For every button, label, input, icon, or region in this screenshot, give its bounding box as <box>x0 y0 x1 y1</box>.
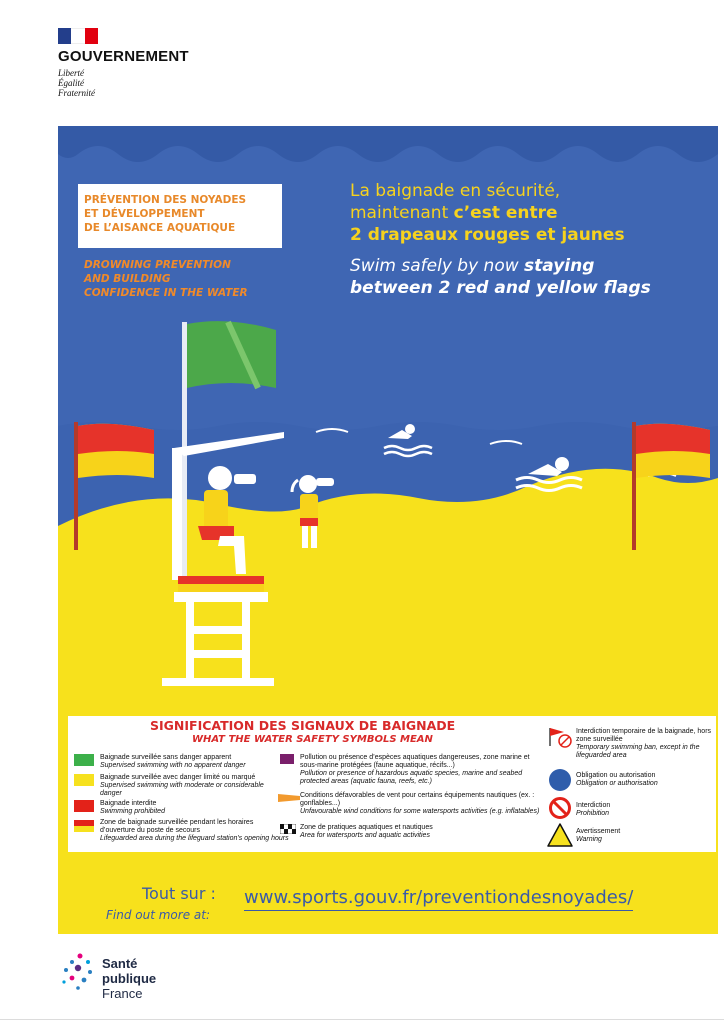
headline-fr-line3 <box>350 224 625 246</box>
intro-english <box>84 258 248 300</box>
intro-english-line: AND BUILDING <box>84 273 171 285</box>
green-flag-swatch <box>74 754 94 766</box>
spf-line1: Santé <box>102 956 138 971</box>
legend-item-warning <box>576 828 714 844</box>
legend-en: Area for watersports and aquatic activities <box>300 832 430 839</box>
legend-subtitle: WHAT THE WATER SAFETY SYMBOLS MEAN <box>192 734 433 745</box>
intro-french-line: ET DÉVELOPPEMENT <box>84 208 205 220</box>
legend-fr: Baignade interdite <box>100 800 157 807</box>
headline-en-plain: Swim safely by now <box>350 256 525 276</box>
headline-french <box>350 180 625 246</box>
legend-item-temporary-ban <box>576 728 714 760</box>
legend-item-orange <box>300 792 546 816</box>
checkered-flag-icon <box>280 824 296 834</box>
headline-fr-plain: maintenant <box>350 203 454 223</box>
motto-fraternite: Fraternité <box>58 88 95 98</box>
intro-english-line: DROWNING PREVENTION <box>84 259 231 271</box>
intro-french-line: DE L’AISANCE AQUATIQUE <box>84 222 236 234</box>
legend-en: Prohibition <box>576 810 610 817</box>
motto-egalite: Égalité <box>58 78 84 88</box>
legend-item-purple <box>300 754 532 786</box>
red-flag-swatch <box>74 800 94 812</box>
government-flag-logo <box>58 28 98 44</box>
red-yellow-flag-swatch <box>74 820 94 832</box>
sante-publique-france-text <box>102 956 156 1001</box>
windsock-flag-icon <box>278 792 300 804</box>
legend-en: Unfavourable wind conditions for some watersports activities (e.g. inflatables) <box>300 808 540 815</box>
tout-sur-label: Tout sur : <box>142 884 216 903</box>
legend-en: Swimming prohibited <box>100 808 165 815</box>
legend-fr: Baignade surveillée sans danger apparent <box>100 754 232 761</box>
legend-fr: Zone de pratiques aquatiques et nautiques <box>300 824 433 831</box>
legend-en: Supervised swimming with moderate or considerable danger <box>100 782 264 797</box>
legend-item-red-yellow <box>100 819 290 843</box>
legend-en: Temporary swimming ban, except in the lifeguarded area <box>576 744 700 759</box>
headline-english <box>350 255 651 299</box>
prohibition-icon <box>548 796 572 820</box>
legend-item-prohibition <box>576 802 714 818</box>
legend-en: Pollution or presence of hazardous aquatic species, marine and seabed protected areas (aquatic fauna, reefs, etc.) <box>300 770 523 785</box>
find-out-label: Find out more at: <box>106 908 211 922</box>
legend-fr: Interdiction <box>576 802 611 809</box>
intro-french-line: PRÉVENTION DES NOYADES <box>84 194 247 206</box>
legend-item-red <box>100 800 286 816</box>
legend-en: Obligation or authorisation <box>576 780 658 787</box>
yellow-flag-swatch <box>74 774 94 786</box>
legend-fr: Obligation ou autorisation <box>576 772 656 779</box>
no-swimming-flag-icon <box>548 726 574 748</box>
legend-fr: Avertissement <box>576 828 621 835</box>
legend-item-checkered <box>300 824 540 840</box>
legend-en: Supervised swimming with no apparent danger <box>100 762 246 769</box>
legend-en: Lifeguarded area during the lifeguard station’s opening hours <box>100 835 289 842</box>
legend-fr: Conditions défavorables de vent pour certains équipements nautiques (ex. : gonflables...) <box>300 792 535 807</box>
sante-publique-france-logo <box>58 950 102 994</box>
website-link[interactable]: www.sports.gouv.fr/preventiondesnoyades/ <box>244 887 633 911</box>
intro-english-line: CONFIDENCE IN THE WATER <box>84 287 248 299</box>
legend-en: Warning <box>576 836 602 843</box>
purple-flag-swatch <box>280 754 294 764</box>
poster <box>58 126 718 934</box>
warning-triangle-icon <box>546 822 574 848</box>
legend-fr: Pollution ou présence d’espèces aquatiques dangereuses, zone marine et sous-marine protégées (faune aquatique, récifs...) <box>300 754 530 769</box>
spf-line2: publique <box>102 971 157 986</box>
headline-fr-line2 <box>350 202 625 224</box>
headline-en-line1 <box>350 255 651 277</box>
legend-item-green <box>100 754 290 770</box>
legend-fr: Interdiction temporaire de la baignade, hors zone surveillée <box>576 728 712 743</box>
government-motto <box>58 68 95 98</box>
government-title: GOUVERNEMENT <box>58 48 189 65</box>
headline-fr-line1: La baignade en sécurité, <box>350 181 561 201</box>
legend-item-yellow <box>100 774 286 798</box>
legend-fr: Zone de baignade surveillée pendant les horaires d’ouverture du poste de secours <box>100 819 254 834</box>
headline-en-line2 <box>350 277 651 299</box>
spf-line3: France <box>102 986 143 1001</box>
intro-french <box>84 193 246 235</box>
bottom-divider <box>0 1019 724 1020</box>
headline-fr-bold: c’est entre <box>453 203 558 223</box>
blue-circle-icon <box>548 768 572 792</box>
headline-en-bold: staying <box>524 256 595 276</box>
legend-fr: Baignade surveillée avec danger limité ou marqué <box>100 774 256 781</box>
headline-en-bold-line: between 2 red and yellow flags <box>350 278 651 298</box>
legend-item-obligation <box>576 772 714 788</box>
legend-panel <box>68 716 716 852</box>
motto-liberte: Liberté <box>58 68 84 78</box>
headline-fr-bold-line: 2 drapeaux rouges et jaunes <box>350 225 625 245</box>
legend-title: SIGNIFICATION DES SIGNAUX DE BAIGNADE <box>150 718 456 733</box>
